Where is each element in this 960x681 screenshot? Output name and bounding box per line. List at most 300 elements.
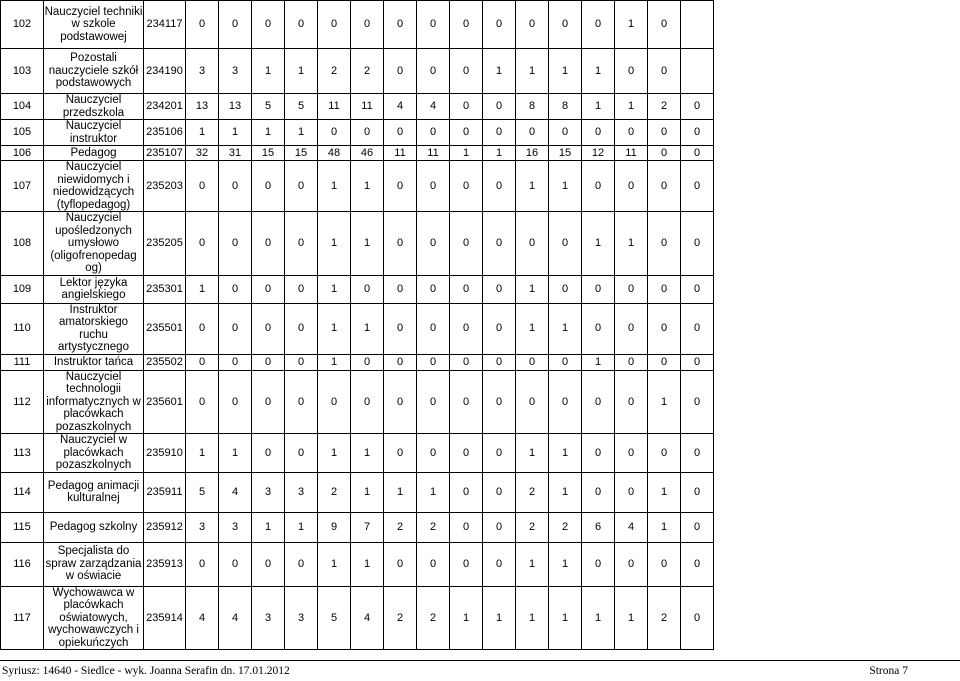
value-cell: 0 (318, 1, 351, 49)
value-cell: 0 (285, 275, 318, 303)
value-cell: 0 (516, 212, 549, 276)
occupation-name: Wychowawca w placówkach oświatowych, wychowawczych i opiekuńczych (44, 586, 144, 650)
value-cell: 0 (450, 161, 483, 212)
value-cell: 2 (516, 512, 549, 542)
value-cell: 0 (285, 354, 318, 370)
value-cell: 2 (648, 94, 681, 120)
value-cell: 0 (285, 212, 318, 276)
value-cell: 0 (450, 94, 483, 120)
value-cell: 15 (252, 146, 285, 161)
value-cell: 0 (681, 94, 714, 120)
value-cell: 1 (318, 354, 351, 370)
value-cell: 1 (285, 512, 318, 542)
occupation-name: Nauczyciel niewidomych i niedowidzących (tyflopedagog) (44, 161, 144, 212)
table-row (1, 512, 714, 542)
value-cell: 0 (219, 354, 252, 370)
value-cell: 0 (384, 354, 417, 370)
value-cell: 0 (450, 512, 483, 542)
row-number: 102 (1, 1, 44, 49)
value-cell: 0 (384, 370, 417, 434)
value-cell: 1 (318, 303, 351, 354)
value-cell: 0 (219, 1, 252, 49)
value-cell: 0 (384, 49, 417, 94)
value-cell: 0 (417, 370, 450, 434)
occupation-code: 235914 (144, 586, 186, 650)
value-cell: 0 (483, 370, 516, 434)
value-cell: 0 (648, 161, 681, 212)
value-cell: 5 (285, 94, 318, 120)
value-cell: 8 (516, 94, 549, 120)
value-cell: 0 (252, 354, 285, 370)
table-row (1, 146, 714, 161)
occupation-name: Pozostali nauczyciele szkół podstawowych (44, 49, 144, 94)
value-cell: 3 (186, 49, 219, 94)
value-cell: 0 (351, 120, 384, 146)
value-cell: 0 (285, 542, 318, 586)
value-cell: 0 (483, 120, 516, 146)
value-cell: 1 (648, 512, 681, 542)
value-cell: 0 (681, 542, 714, 586)
value-cell: 0 (549, 1, 582, 49)
value-cell: 1 (450, 146, 483, 161)
value-cell: 0 (219, 161, 252, 212)
row-number: 108 (1, 212, 44, 276)
value-cell: 0 (483, 472, 516, 512)
value-cell: 1 (582, 354, 615, 370)
value-cell: 1 (186, 120, 219, 146)
value-cell: 0 (417, 161, 450, 212)
value-cell: 0 (582, 434, 615, 473)
footer-source: Syriusz: 14640 - Siedlce - wyk. Joanna Serafin dn. 17.01.2012 (2, 665, 290, 677)
value-cell: 1 (582, 49, 615, 94)
row-number: 109 (1, 275, 44, 303)
value-cell: 0 (648, 354, 681, 370)
value-cell: 0 (318, 120, 351, 146)
value-cell: 0 (615, 472, 648, 512)
value-cell: 0 (186, 1, 219, 49)
value-cell: 0 (582, 275, 615, 303)
occupation-code: 234190 (144, 49, 186, 94)
row-number: 116 (1, 542, 44, 586)
value-cell: 1 (582, 212, 615, 276)
value-cell: 0 (219, 542, 252, 586)
occupation-code: 235913 (144, 542, 186, 586)
value-cell: 0 (615, 161, 648, 212)
row-number: 112 (1, 370, 44, 434)
value-cell: 3 (219, 49, 252, 94)
occupation-name: Nauczyciel upośledzonych umysłowo (oligofrenopedag og) (44, 212, 144, 276)
value-cell: 2 (318, 49, 351, 94)
row-number: 111 (1, 354, 44, 370)
value-cell: 15 (285, 146, 318, 161)
value-cell: 0 (582, 472, 615, 512)
value-cell: 0 (582, 161, 615, 212)
value-cell: 16 (516, 146, 549, 161)
value-cell: 0 (384, 275, 417, 303)
value-cell: 0 (384, 120, 417, 146)
value-cell: 1 (549, 472, 582, 512)
page-number: Strona 7 (869, 665, 908, 677)
value-cell: 3 (219, 512, 252, 542)
value-cell: 1 (516, 275, 549, 303)
value-cell: 2 (648, 586, 681, 650)
value-cell: 0 (186, 161, 219, 212)
value-cell: 0 (351, 354, 384, 370)
value-cell: 0 (186, 303, 219, 354)
occupation-code: 235911 (144, 472, 186, 512)
value-cell: 0 (648, 542, 681, 586)
value-cell: 0 (483, 94, 516, 120)
value-cell: 0 (252, 303, 285, 354)
value-cell: 1 (615, 212, 648, 276)
value-cell: 0 (681, 586, 714, 650)
value-cell: 1 (285, 120, 318, 146)
value-cell: 0 (681, 434, 714, 473)
row-number: 105 (1, 120, 44, 146)
value-cell: 0 (450, 275, 483, 303)
occupation-code: 235910 (144, 434, 186, 473)
value-cell: 1 (516, 542, 549, 586)
value-cell: 0 (615, 275, 648, 303)
value-cell: 1 (252, 120, 285, 146)
value-cell: 0 (549, 275, 582, 303)
row-number: 106 (1, 146, 44, 161)
value-cell: 13 (186, 94, 219, 120)
value-cell: 1 (450, 586, 483, 650)
occupation-name: Specjalista do spraw zarządzania w oświacie (44, 542, 144, 586)
occupation-name: Nauczyciel technologii informatycznych w placówkach pozaszkolnych (44, 370, 144, 434)
value-cell: 0 (648, 120, 681, 146)
value-cell: 1 (483, 586, 516, 650)
value-cell: 0 (681, 472, 714, 512)
value-cell: 0 (615, 434, 648, 473)
value-cell: 0 (417, 303, 450, 354)
value-cell: 0 (648, 146, 681, 161)
value-cell: 0 (417, 354, 450, 370)
table-row (1, 1, 714, 49)
value-cell: 0 (384, 434, 417, 473)
value-cell: 0 (516, 1, 549, 49)
value-cell: 0 (450, 434, 483, 473)
table-row (1, 49, 714, 94)
value-cell: 1 (549, 303, 582, 354)
value-cell: 15 (549, 146, 582, 161)
row-number: 115 (1, 512, 44, 542)
value-cell: 11 (351, 94, 384, 120)
value-cell: 0 (252, 1, 285, 49)
value-cell: 0 (483, 212, 516, 276)
value-cell: 0 (450, 303, 483, 354)
value-cell (681, 49, 714, 94)
value-cell: 0 (681, 146, 714, 161)
value-cell: 1 (516, 49, 549, 94)
value-cell: 1 (351, 303, 384, 354)
value-cell: 2 (351, 49, 384, 94)
table-row (1, 120, 714, 146)
value-cell: 4 (417, 94, 450, 120)
value-cell: 12 (582, 146, 615, 161)
occupation-code: 235601 (144, 370, 186, 434)
occupation-code: 235107 (144, 146, 186, 161)
value-cell: 0 (417, 434, 450, 473)
value-cell: 11 (417, 146, 450, 161)
value-cell: 0 (417, 1, 450, 49)
value-cell: 0 (186, 370, 219, 434)
value-cell: 0 (450, 212, 483, 276)
value-cell: 1 (351, 472, 384, 512)
value-cell: 0 (351, 1, 384, 49)
value-cell: 0 (483, 303, 516, 354)
value-cell: 0 (252, 212, 285, 276)
value-cell: 11 (615, 146, 648, 161)
value-cell: 0 (252, 370, 285, 434)
value-cell: 11 (384, 146, 417, 161)
value-cell: 0 (219, 303, 252, 354)
table-row (1, 212, 714, 276)
value-cell: 0 (516, 370, 549, 434)
table-row (1, 370, 714, 434)
value-cell: 0 (285, 434, 318, 473)
value-cell: 1 (549, 542, 582, 586)
occupation-name: Pedagog animacji kulturalnej (44, 472, 144, 512)
value-cell: 1 (417, 472, 450, 512)
value-cell: 0 (681, 212, 714, 276)
value-cell: 0 (681, 275, 714, 303)
value-cell: 0 (186, 542, 219, 586)
table-row (1, 354, 714, 370)
value-cell: 13 (219, 94, 252, 120)
value-cell: 0 (318, 370, 351, 434)
value-cell: 1 (351, 542, 384, 586)
value-cell: 0 (186, 354, 219, 370)
value-cell: 0 (285, 161, 318, 212)
value-cell: 0 (450, 49, 483, 94)
value-cell: 0 (549, 354, 582, 370)
value-cell: 3 (252, 586, 285, 650)
table-row (1, 94, 714, 120)
value-cell: 0 (417, 120, 450, 146)
value-cell: 1 (615, 586, 648, 650)
value-cell: 0 (582, 542, 615, 586)
value-cell: 2 (417, 586, 450, 650)
value-cell: 46 (351, 146, 384, 161)
occupation-code: 235912 (144, 512, 186, 542)
value-cell: 1 (516, 303, 549, 354)
value-cell: 1 (615, 94, 648, 120)
value-cell: 31 (219, 146, 252, 161)
value-cell: 1 (318, 161, 351, 212)
value-cell: 1 (318, 434, 351, 473)
value-cell: 32 (186, 146, 219, 161)
value-cell: 1 (549, 49, 582, 94)
occupation-code: 235205 (144, 212, 186, 276)
table-row (1, 275, 714, 303)
value-cell: 0 (681, 303, 714, 354)
value-cell: 1 (384, 472, 417, 512)
value-cell: 1 (318, 275, 351, 303)
value-cell: 8 (549, 94, 582, 120)
value-cell: 0 (450, 542, 483, 586)
value-cell: 5 (318, 586, 351, 650)
value-cell: 3 (252, 472, 285, 512)
value-cell: 1 (549, 161, 582, 212)
value-cell: 0 (285, 303, 318, 354)
occupation-name: Nauczyciel instruktor (44, 120, 144, 146)
value-cell: 1 (351, 161, 384, 212)
value-cell: 5 (252, 94, 285, 120)
value-cell: 0 (483, 354, 516, 370)
value-cell: 4 (186, 586, 219, 650)
value-cell: 1 (582, 586, 615, 650)
row-number: 103 (1, 49, 44, 94)
value-cell: 3 (285, 472, 318, 512)
table-row (1, 586, 714, 650)
value-cell: 0 (186, 212, 219, 276)
value-cell: 2 (516, 472, 549, 512)
occupation-code: 234201 (144, 94, 186, 120)
value-cell: 3 (186, 512, 219, 542)
value-cell: 0 (351, 275, 384, 303)
value-cell: 0 (615, 49, 648, 94)
value-cell: 0 (483, 434, 516, 473)
value-cell: 0 (681, 354, 714, 370)
value-cell: 0 (483, 512, 516, 542)
table-row (1, 303, 714, 354)
value-cell (681, 1, 714, 49)
value-cell: 1 (219, 120, 252, 146)
value-cell: 0 (681, 370, 714, 434)
value-cell: 2 (318, 472, 351, 512)
value-cell: 0 (219, 212, 252, 276)
occupation-code: 235501 (144, 303, 186, 354)
value-cell: 0 (450, 370, 483, 434)
value-cell: 0 (417, 212, 450, 276)
value-cell: 0 (450, 1, 483, 49)
value-cell: 0 (615, 370, 648, 434)
occupation-name: Nauczyciel techniki w szkole podstawowej (44, 1, 144, 49)
value-cell: 0 (450, 354, 483, 370)
value-cell: 0 (252, 542, 285, 586)
value-cell: 0 (648, 303, 681, 354)
value-cell: 0 (681, 120, 714, 146)
value-cell: 5 (186, 472, 219, 512)
value-cell: 1 (516, 434, 549, 473)
value-cell: 0 (483, 275, 516, 303)
occupation-name: Pedagog szkolny (44, 512, 144, 542)
value-cell: 0 (648, 434, 681, 473)
value-cell: 0 (615, 542, 648, 586)
value-cell: 0 (582, 370, 615, 434)
value-cell: 1 (318, 542, 351, 586)
row-number: 113 (1, 434, 44, 473)
row-number: 107 (1, 161, 44, 212)
value-cell: 4 (219, 586, 252, 650)
occupation-code: 235502 (144, 354, 186, 370)
value-cell: 0 (648, 275, 681, 303)
value-cell: 1 (186, 275, 219, 303)
value-cell: 0 (219, 370, 252, 434)
value-cell: 0 (252, 434, 285, 473)
value-cell: 0 (450, 472, 483, 512)
value-cell: 1 (615, 1, 648, 49)
value-cell: 0 (252, 161, 285, 212)
table-row (1, 472, 714, 512)
value-cell: 1 (648, 472, 681, 512)
value-cell: 4 (219, 472, 252, 512)
value-cell: 0 (417, 49, 450, 94)
value-cell: 1 (318, 212, 351, 276)
value-cell: 9 (318, 512, 351, 542)
value-cell: 1 (549, 586, 582, 650)
value-cell: 0 (516, 354, 549, 370)
value-cell: 0 (483, 1, 516, 49)
row-number: 117 (1, 586, 44, 650)
occupation-name: Pedagog (44, 146, 144, 161)
footer-divider (0, 660, 960, 661)
table-row (1, 434, 714, 473)
row-number: 110 (1, 303, 44, 354)
value-cell: 0 (417, 275, 450, 303)
value-cell: 1 (186, 434, 219, 473)
value-cell: 1 (483, 49, 516, 94)
value-cell: 0 (615, 303, 648, 354)
value-cell: 0 (681, 161, 714, 212)
value-cell: 0 (384, 1, 417, 49)
value-cell: 4 (384, 94, 417, 120)
value-cell: 1 (351, 434, 384, 473)
value-cell: 2 (417, 512, 450, 542)
value-cell: 0 (549, 212, 582, 276)
value-cell: 0 (516, 120, 549, 146)
occupation-code: 235106 (144, 120, 186, 146)
value-cell: 3 (285, 586, 318, 650)
table-row (1, 542, 714, 586)
value-cell: 0 (648, 1, 681, 49)
value-cell: 7 (351, 512, 384, 542)
value-cell: 0 (648, 49, 681, 94)
value-cell: 0 (681, 512, 714, 542)
table-row (1, 161, 714, 212)
value-cell: 0 (219, 275, 252, 303)
value-cell: 0 (285, 370, 318, 434)
row-number: 114 (1, 472, 44, 512)
value-cell: 1 (516, 161, 549, 212)
value-cell: 0 (615, 354, 648, 370)
value-cell: 0 (252, 275, 285, 303)
value-cell: 2 (384, 512, 417, 542)
value-cell: 1 (351, 212, 384, 276)
value-cell: 0 (384, 212, 417, 276)
value-cell: 4 (615, 512, 648, 542)
value-cell: 2 (384, 586, 417, 650)
value-cell: 0 (549, 370, 582, 434)
value-cell: 1 (549, 434, 582, 473)
value-cell: 0 (582, 303, 615, 354)
value-cell: 6 (582, 512, 615, 542)
occupation-name: Nauczyciel w placówkach pozaszkolnych (44, 434, 144, 473)
value-cell: 4 (351, 586, 384, 650)
value-cell: 0 (450, 120, 483, 146)
value-cell: 1 (582, 94, 615, 120)
occupation-code: 234117 (144, 1, 186, 49)
value-cell: 2 (549, 512, 582, 542)
value-cell: 0 (417, 542, 450, 586)
occupation-code: 235301 (144, 275, 186, 303)
occupation-name: Lektor języka angielskiego (44, 275, 144, 303)
value-cell: 1 (516, 586, 549, 650)
value-cell: 0 (549, 120, 582, 146)
value-cell: 0 (483, 161, 516, 212)
